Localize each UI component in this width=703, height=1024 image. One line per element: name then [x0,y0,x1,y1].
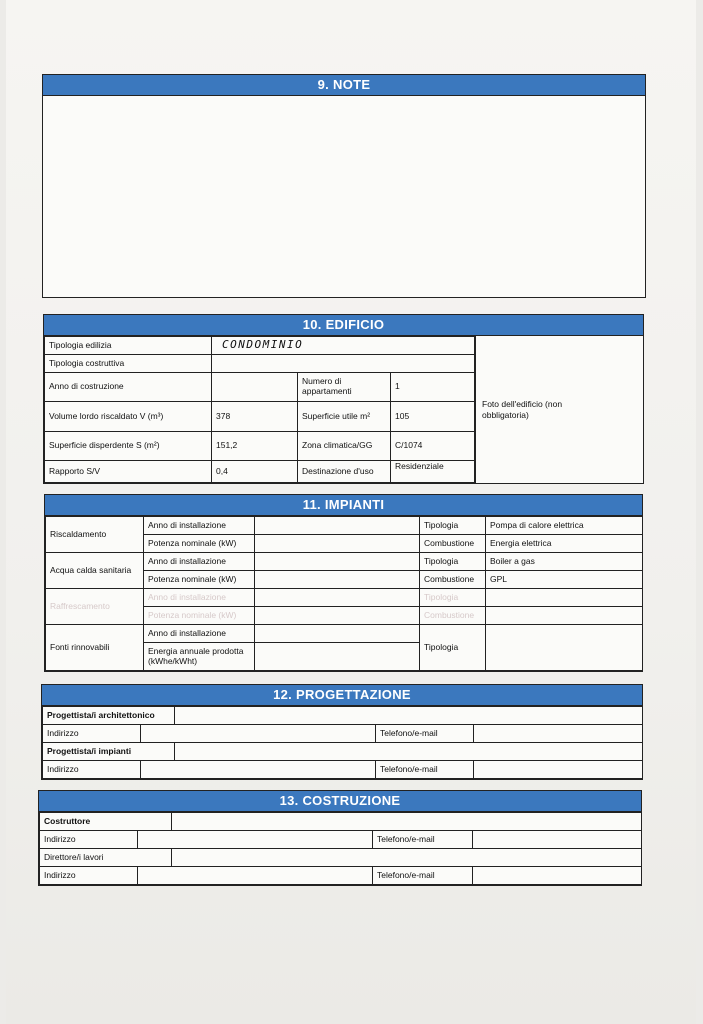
costruzione-section [38,790,642,886]
telefono-direttore-value[interactable] [473,867,642,885]
indirizzo-costruttore-label: Indirizzo [40,831,138,849]
volume-lordo-label: Volume lordo riscaldato V (m³) [45,402,212,432]
telefono-arch-value[interactable] [474,725,643,743]
indirizzo-costruttore-value[interactable] [138,831,373,849]
rapporto-sv-label: Rapporto S/V [45,461,212,483]
indirizzo-direttore-value[interactable] [138,867,373,885]
document-page [6,0,696,1024]
zona-climatica-label: Zona climatica/GG [298,432,391,461]
raffrescamento-tipologia-label: Tipologia [420,589,486,607]
raffrescamento-anno-value[interactable] [255,589,420,607]
progettista-arch-value[interactable] [175,707,643,725]
note-section [42,74,646,298]
acqua-calda-label: Acqua calda sanitaria [46,553,144,589]
fonti-anno-value[interactable] [255,625,420,643]
telefono-impianti-label: Telefono/e-mail [376,761,474,779]
progettista-impianti-value[interactable] [175,743,643,761]
acqua-tipologia-value[interactable]: Boiler a gas [486,553,643,571]
raffrescamento-combustione-label: Combustione [420,607,486,625]
direttore-lavori-value[interactable] [172,849,642,867]
impianti-section [44,494,643,672]
tipologia-costruttiva-label: Tipologia costruttiva [45,355,212,373]
raffrescamento-tipologia-value[interactable] [486,589,643,607]
impianti-table [45,516,643,671]
riscaldamento-tipologia-label: Tipologia [420,517,486,535]
acqua-combustione-value[interactable]: GPL [486,571,643,589]
destinazione-uso-label: Destinazione d'uso [298,461,391,483]
superficie-utile-value[interactable]: 105 [391,402,475,432]
acqua-potenza-value[interactable] [255,571,420,589]
raffrescamento-potenza-value[interactable] [255,607,420,625]
fonti-anno-label: Anno di installazione [144,625,255,643]
acqua-anno-label: Anno di installazione [144,553,255,571]
progettazione-title: 12. PROGETTAZIONE [42,685,642,706]
zona-climatica-value[interactable]: C/1074 [391,432,475,461]
numero-appartamenti-value[interactable]: 1 [391,373,475,402]
telefono-costruttore-label: Telefono/e-mail [373,831,473,849]
telefono-direttore-label: Telefono/e-mail [373,867,473,885]
tipologia-edilizia-value[interactable]: CONDOMINIO [212,337,475,355]
costruzione-table [39,812,642,885]
edificio-section [43,314,644,484]
acqua-potenza-label: Potenza nominale (kW) [144,571,255,589]
superficie-disperdente-label: Superficie disperdente S (m²) [45,432,212,461]
superficie-disperdente-value[interactable]: 151,2 [212,432,298,461]
progettista-arch-label: Progettista/i architettonico [43,707,175,725]
progettazione-section [41,684,643,780]
edificio-title: 10. EDIFICIO [44,315,643,336]
riscaldamento-label: Riscaldamento [46,517,144,553]
fonti-tipologia-value[interactable] [486,625,643,671]
direttore-lavori-label: Direttore/i lavori [40,849,172,867]
indirizzo-direttore-label: Indirizzo [40,867,138,885]
riscaldamento-anno-label: Anno di installazione [144,517,255,535]
indirizzo-impianti-value[interactable] [141,761,376,779]
indirizzo-impianti-label: Indirizzo [43,761,141,779]
destinazione-uso-value[interactable]: Residenziale [391,461,475,483]
telefono-impianti-value[interactable] [474,761,643,779]
indirizzo-arch-label: Indirizzo [43,725,141,743]
riscaldamento-anno-value[interactable] [255,517,420,535]
riscaldamento-potenza-label: Potenza nominale (kW) [144,535,255,553]
riscaldamento-tipologia-value[interactable]: Pompa di calore elettrica [486,517,643,535]
tipologia-edilizia-label: Tipologia edilizia [45,337,212,355]
note-body[interactable] [43,96,645,296]
foto-edificio-label: Foto dell'edificio (non obbligatoria) [482,398,563,420]
riscaldamento-combustione-value[interactable]: Energia elettrica [486,535,643,553]
raffrescamento-potenza-label: Potenza nominale (kW) [144,607,255,625]
acqua-anno-value[interactable] [255,553,420,571]
riscaldamento-combustione-label: Combustione [420,535,486,553]
costruttore-value[interactable] [172,813,642,831]
anno-costruzione-value[interactable] [212,373,298,402]
fonti-energia-value[interactable] [255,643,420,671]
edificio-table [44,336,475,483]
tipologia-costruttiva-value[interactable] [212,355,475,373]
riscaldamento-potenza-value[interactable] [255,535,420,553]
telefono-arch-label: Telefono/e-mail [376,725,474,743]
raffrescamento-anno-label: Anno di installazione [144,589,255,607]
costruzione-title: 13. COSTRUZIONE [39,791,641,812]
progettazione-table [42,706,643,779]
acqua-combustione-label: Combustione [420,571,486,589]
rapporto-sv-value[interactable]: 0,4 [212,461,298,483]
anno-costruzione-label: Anno di costruzione [45,373,212,402]
fonti-tipologia-label: Tipologia [420,625,486,671]
costruttore-label: Costruttore [40,813,172,831]
indirizzo-arch-value[interactable] [141,725,376,743]
acqua-tipologia-label: Tipologia [420,553,486,571]
note-title: 9. NOTE [43,75,645,96]
raffrescamento-combustione-value[interactable] [486,607,643,625]
fonti-energia-label: Energia annuale prodotta (kWhe/kWht) [144,643,255,671]
superficie-utile-label: Superficie utile m² [298,402,391,432]
fonti-rinnovabili-label: Fonti rinnovabili [46,625,144,671]
progettista-impianti-label: Progettista/i impianti [43,743,175,761]
impianti-title: 11. IMPIANTI [45,495,642,516]
telefono-costruttore-value[interactable] [473,831,642,849]
raffrescamento-label: Raffrescamento [46,589,144,625]
volume-lordo-value[interactable]: 378 [212,402,298,432]
foto-edificio-box[interactable] [475,336,643,483]
numero-appartamenti-label: Numero di appartamenti [298,373,391,402]
